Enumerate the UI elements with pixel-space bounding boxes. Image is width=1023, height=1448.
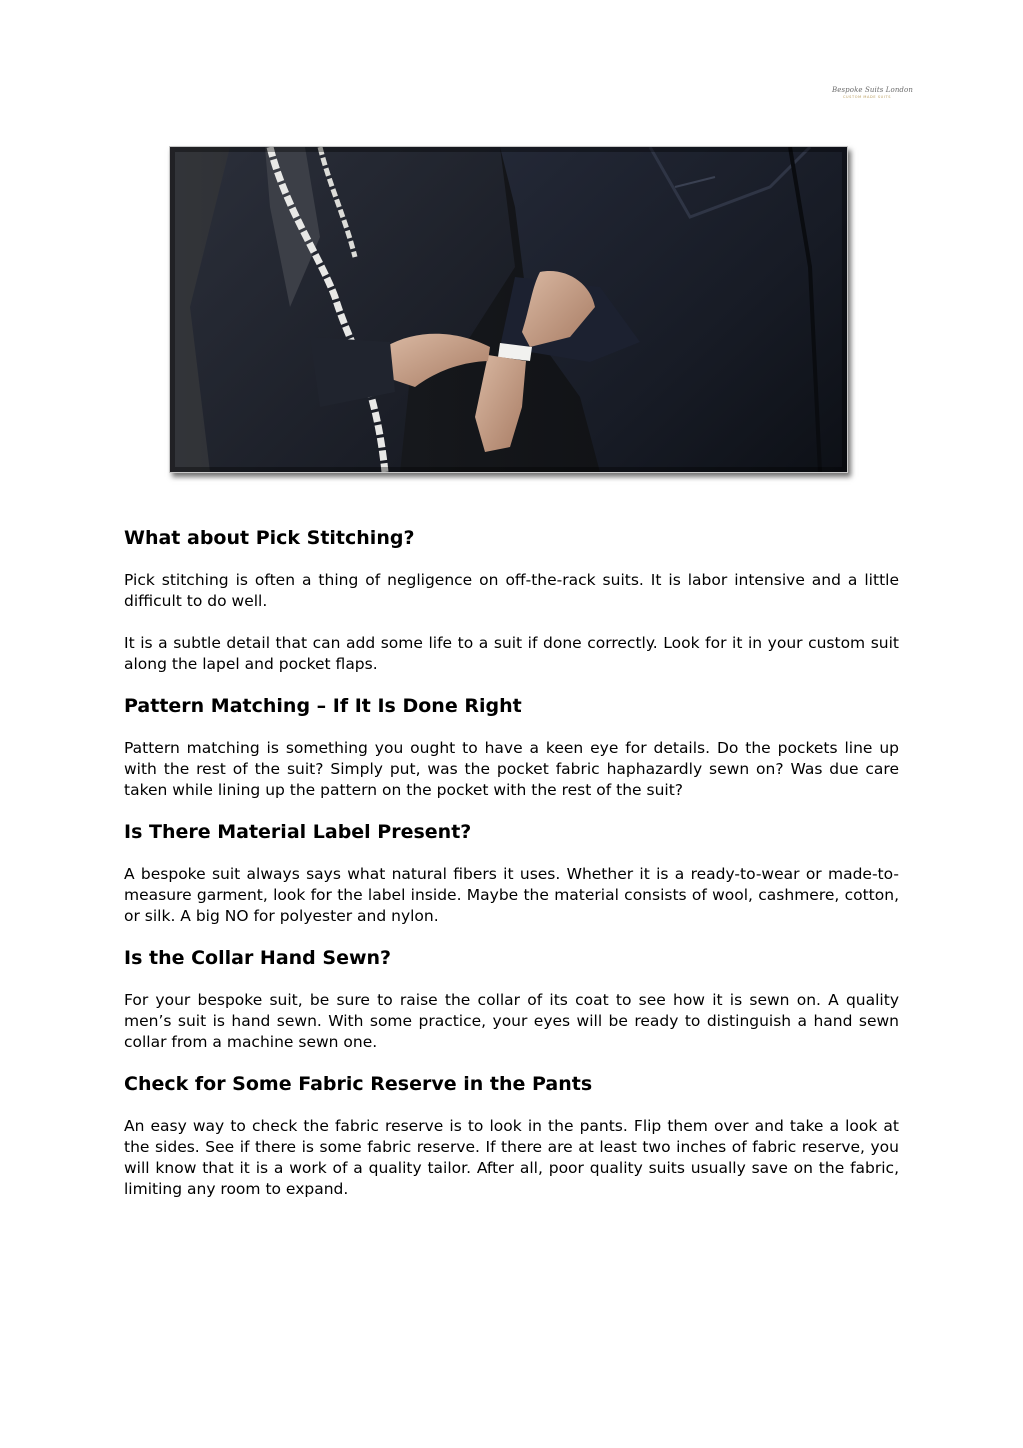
paragraph: Pick stitching is often a thing of negligence on off-the-rack suits. It is labor intensive and a little difficult to do well.: [124, 571, 899, 610]
paragraph: For your bespoke suit, be sure to raise the collar of its coat to see how it is sewn on. A quality men’s suit is hand sewn. With some practice, your eyes will be ready to distinguish a hand sewn collar from a machine sewn one.: [124, 991, 899, 1051]
tailor-measuring-sleeve-photo-icon: [170, 147, 847, 472]
section-heading-pattern-matching: Pattern Matching – If It Is Done Right: [124, 695, 522, 717]
logo-tagline: CUSTOM MADE SUITS: [842, 95, 892, 99]
paragraph: An easy way to check the fabric reserve is to look in the pants. Flip them over and take a look at the sides. See if there is some fabric reserve. If there are at least two inches of fabric reserve, you will know that it is a work of a quality tailor. After all, poor quality suits usually save on the fabric, limiting any room to expand.: [124, 1117, 899, 1198]
paragraph: It is a subtle detail that can add some life to a suit if done correctly. Look for it in your custom suit along the lapel and pocket flaps.: [124, 634, 899, 673]
section-heading-collar: Is the Collar Hand Sewn?: [124, 947, 392, 969]
logo-script-text: Bespoke Suits London: [832, 86, 913, 94]
paragraph: A bespoke suit always says what natural fibers it uses. Whether it is a ready-to-wear or made-to-measure garment, look for the label inside. Maybe the material consists of wool, cashmere, cotton, or silk. A big NO for polyester and nylon.: [124, 865, 899, 925]
section-heading-material-label: Is There Material Label Present?: [124, 821, 472, 843]
hero-photo: [169, 146, 848, 473]
section-heading-pick-stitching: What about Pick Stitching?: [124, 527, 415, 549]
paragraph: Pattern matching is something you ought to have a keen eye for details. Do the pockets line up with the rest of the suit? Simply put, was the pocket fabric haphazardly sewn on? Was due care taken while lining up the pattern on the pocket with the rest of the suit?: [124, 739, 899, 799]
brand-logo: [832, 86, 913, 108]
article-body: [124, 526, 899, 1200]
section-heading-fabric-reserve: Check for Some Fabric Reserve in the Pants: [124, 1073, 593, 1095]
